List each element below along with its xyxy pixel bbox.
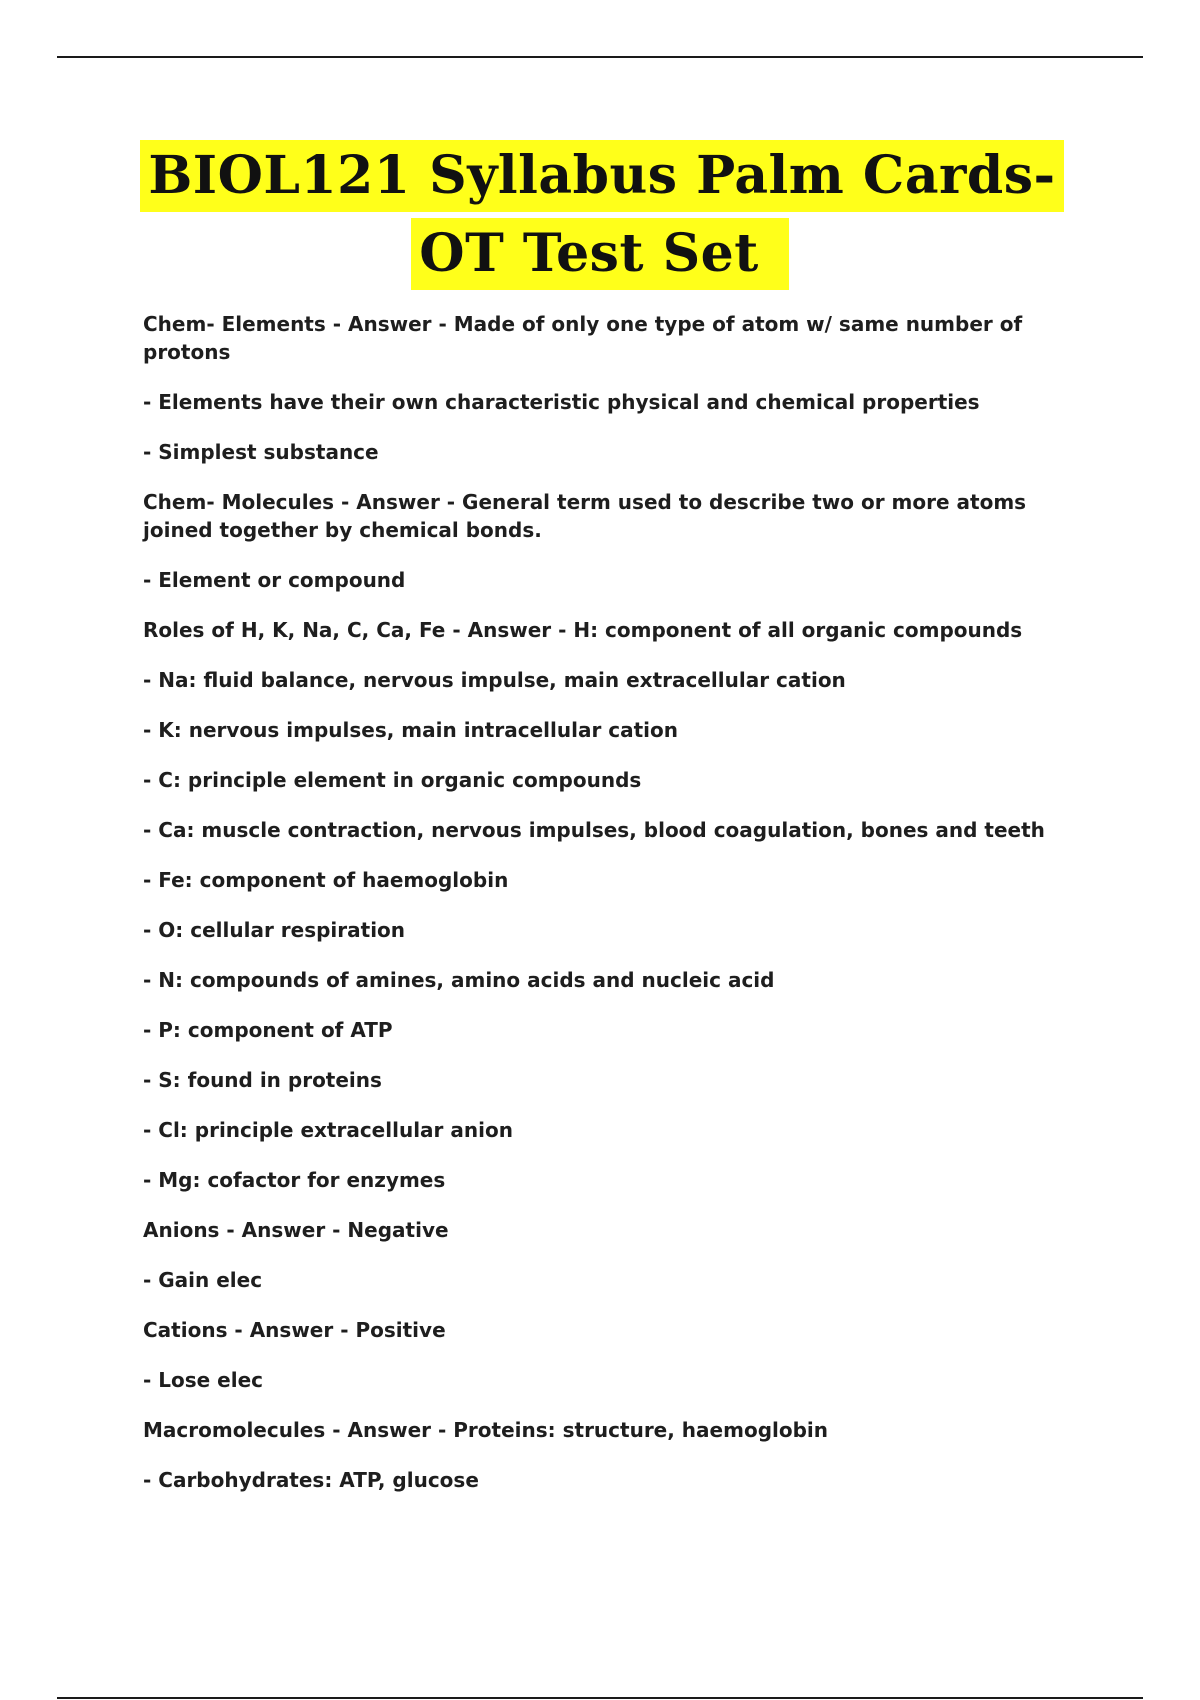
paragraph: - Lose elec [143,1368,264,1392]
document-body [143,310,1063,1516]
paragraph: - Cl: principle extracellular anion [143,1118,513,1142]
paragraph: Roles of H, K, Na, C, Ca, Fe - Answer - H: component of all organic compounds [143,618,1023,642]
paragraph: - Mg: cofactor for enzymes [143,1168,446,1192]
paragraph: - Simplest substance [143,440,379,464]
paragraph: - Na: fluid balance, nervous impulse, main extracellular cation [143,668,846,692]
paragraph: - P: component of ATP [143,1018,393,1042]
paragraph: - Element or compound [143,568,406,592]
paragraph: - Ca: muscle contraction, nervous impulses, blood coagulation, bones and teeth [143,818,1045,842]
bottom-rule [57,1697,1143,1699]
paragraph: Anions - Answer - Negative [143,1218,449,1242]
paragraph: - O: cellular respiration [143,918,406,942]
paragraph: Chem- Molecules - Answer - General term used to describe two or more atoms joined together by chemical bonds. [143,490,1027,542]
paragraph: - Fe: component of haemoglobin [143,868,509,892]
paragraph: - Gain elec [143,1268,263,1292]
paragraph: - Carbohydrates: ATP, glucose [143,1468,479,1492]
paragraph: Cations - Answer - Positive [143,1318,446,1342]
paragraph: Chem- Elements - Answer - Made of only one type of atom w/ same number of protons [143,312,1023,364]
paragraph: - C: principle element in organic compounds [143,768,642,792]
title-line-2: OT Test Set [411,218,788,290]
title-line-1: BIOL121 Syllabus Palm Cards- [140,140,1063,212]
paragraph: - S: found in proteins [143,1068,382,1092]
document-title [0,140,1200,290]
paragraph: - K: nervous impulses, main intracellular cation [143,718,679,742]
paragraph: Macromolecules - Answer - Proteins: structure, haemoglobin [143,1418,829,1442]
paragraph: - Elements have their own characteristic physical and chemical properties [143,390,980,414]
paragraph: - N: compounds of amines, amino acids and nucleic acid [143,968,775,992]
top-rule [57,56,1143,58]
